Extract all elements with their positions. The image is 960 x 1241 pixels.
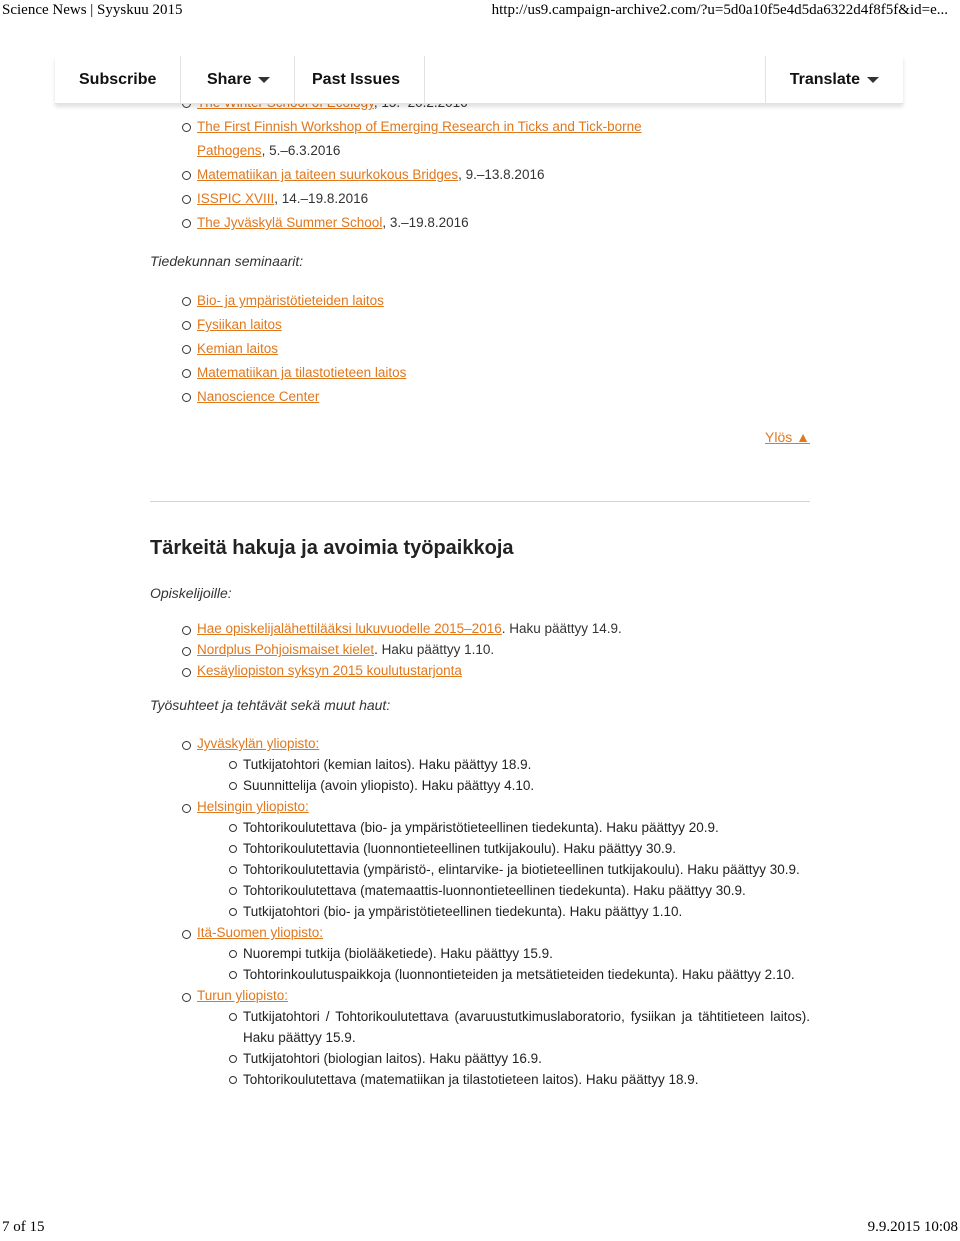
seminar-link[interactable]: Matematiikan ja tilastotieteen laitos bbox=[197, 365, 407, 380]
list-item bbox=[180, 733, 810, 796]
university-link[interactable]: Itä-Suomen yliopisto: bbox=[197, 925, 324, 940]
jobs-heading: Tärkeitä hakuja ja avoimia työpaikkoja bbox=[150, 537, 514, 559]
print-datetime: 9.9.2015 10:08 bbox=[867, 1219, 958, 1235]
caret-down-icon bbox=[258, 77, 270, 83]
student-opportunity-link[interactable]: Nordplus Pohjoismaiset kielet bbox=[197, 642, 375, 657]
positions-list bbox=[197, 754, 810, 796]
list-item: Hae opiskelijalähettilääksi lukuvuodelle 2015–2016. Haku päättyy 14.9. bbox=[180, 618, 622, 639]
list-item bbox=[180, 385, 406, 409]
university-link[interactable]: Turun yliopisto: bbox=[197, 988, 289, 1003]
list-item: Nordplus Pohjoismaiset kielet. Haku päättyy 1.10. bbox=[180, 639, 622, 660]
events-list bbox=[180, 91, 667, 235]
back-to-top-link[interactable]: Ylös ▲ bbox=[765, 429, 810, 445]
seminars-label: Tiedekunnan seminaarit: bbox=[150, 253, 304, 269]
students-label: Opiskelijoille: bbox=[150, 585, 232, 601]
list-item: Tohtorikoulutettava (bio- ja ympäristötieteellinen tiedekunta). Haku päättyy 20.9. bbox=[197, 817, 810, 838]
list-item: Tohtorikoulutettava (matemaattis-luonnontieteellinen tiedekunta). Haku päättyy 30.9. bbox=[197, 880, 810, 901]
section-divider bbox=[150, 501, 810, 502]
positions-list bbox=[197, 1006, 810, 1090]
university-link[interactable]: Helsingin yliopisto: bbox=[197, 799, 309, 814]
print-footer bbox=[0, 1219, 960, 1239]
list-item: Nuorempi tutkija (biolääketiede). Haku päättyy 15.9. bbox=[197, 943, 810, 964]
event-link[interactable]: Matematiikan ja taiteen suurkokous Bridges bbox=[197, 167, 459, 182]
share-button[interactable]: Share bbox=[183, 56, 295, 103]
list-item bbox=[180, 660, 622, 681]
students-list bbox=[180, 618, 622, 681]
student-opportunity-link[interactable]: Hae opiskelijalähettilääksi lukuvuodelle 2015–2016 bbox=[197, 621, 502, 636]
positions-list bbox=[197, 943, 810, 985]
positions-list bbox=[197, 817, 810, 922]
list-item: Tohtorikoulutettavia (luonnontieteellinen tutkijakoulu). Haku päättyy 30.9. bbox=[197, 838, 810, 859]
university-link[interactable]: Jyväskylän yliopisto: bbox=[197, 736, 320, 751]
list-item bbox=[180, 985, 810, 1090]
seminars-list bbox=[180, 289, 406, 409]
caret-down-icon bbox=[867, 77, 879, 83]
list-item: Tutkijatohtori (kemian laitos). Haku päättyy 18.9. bbox=[197, 754, 810, 775]
subscribe-button[interactable]: Subscribe bbox=[55, 56, 181, 103]
list-item: Tohtorikoulutettava (matematiikan ja tilastotieteen laitos). Haku päättyy 18.9. bbox=[197, 1069, 810, 1090]
past-issues-button[interactable]: Past Issues bbox=[288, 56, 425, 103]
list-item: Suunnittelija (avoin yliopisto). Haku päättyy 4.10. bbox=[197, 775, 810, 796]
list-item: Tohtorinkoulutuspaikkoja (luonnontieteiden ja metsätieteiden tiedekunta). Haku päättyy 2.10. bbox=[197, 964, 810, 985]
print-page-url: http://us9.campaign-archive2.com/?u=5d0a10f5e4d5da6322d4f8f5f&id=e... bbox=[491, 2, 948, 18]
list-item bbox=[180, 922, 810, 985]
list-item: Tutkijatohtori / Tohtorikoulutettava (avaruustutkimuslaboratorio, fysiikan ja tähtitieteen laitos). Haku päättyy 15.9. bbox=[197, 1006, 810, 1048]
list-item: Matematiikan ja taiteen suurkokous Bridges, 9.–13.8.2016 bbox=[180, 163, 667, 187]
print-page-number: 7 of 15 bbox=[2, 1219, 45, 1235]
newsletter-nav-bar bbox=[55, 56, 903, 104]
event-link[interactable]: The Jyväskylä Summer School bbox=[197, 215, 383, 230]
list-item: ISSPIC XVIII, 14.–19.8.2016 bbox=[180, 187, 667, 211]
employment-label: Työsuhteet ja tehtävät sekä muut haut: bbox=[150, 697, 391, 713]
seminar-link[interactable]: Nanoscience Center bbox=[197, 389, 320, 404]
seminar-link[interactable]: Kemian laitos bbox=[197, 341, 279, 356]
list-item bbox=[180, 289, 406, 313]
translate-button[interactable]: Translate bbox=[765, 56, 903, 103]
list-item: Tohtorikoulutettavia (ympäristö-, elintarvike- ja biotieteellinen tutkijakoulu). Haku päättyy 30.9. bbox=[197, 859, 810, 880]
universities-list bbox=[180, 733, 810, 1090]
event-link[interactable]: The First Finnish Workshop of Emerging Research in Ticks and Tick-borne Pathogens bbox=[197, 119, 642, 158]
seminar-link[interactable]: Fysiikan laitos bbox=[197, 317, 282, 332]
student-opportunity-link[interactable]: Kesäyliopiston syksyn 2015 koulutustarjonta bbox=[197, 663, 462, 678]
list-item bbox=[180, 313, 406, 337]
list-item bbox=[180, 361, 406, 385]
list-item: Tutkijatohtori (bio- ja ympäristötieteellinen tiedekunta). Haku päättyy 1.10. bbox=[197, 901, 810, 922]
list-item: The Jyväskylä Summer School, 3.–19.8.2016 bbox=[180, 211, 667, 235]
print-page-title: Science News | Syyskuu 2015 bbox=[2, 2, 183, 18]
list-item bbox=[180, 796, 810, 922]
event-link[interactable]: ISSPIC XVIII bbox=[197, 191, 275, 206]
seminar-link[interactable]: Bio- ja ympäristötieteiden laitos bbox=[197, 293, 384, 308]
list-item bbox=[180, 337, 406, 361]
list-item: The First Finnish Workshop of Emerging Research in Ticks and Tick-borne Pathogens, 5.–6.3.2016 bbox=[180, 115, 667, 163]
list-item: Tutkijatohtori (biologian laitos). Haku päättyy 16.9. bbox=[197, 1048, 810, 1069]
